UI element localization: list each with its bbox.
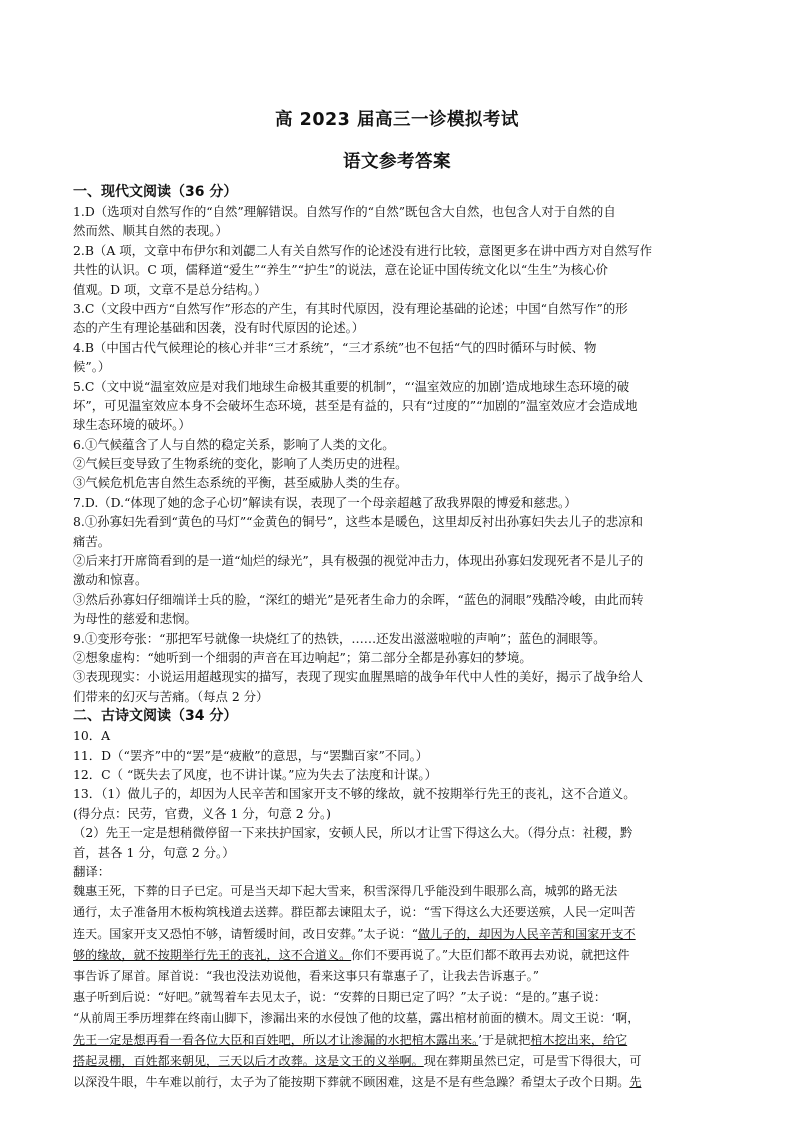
answer-line: 11．D（“罢齐”中的“罢”是“疲敝”的意思，与“罢黜百家”不同。） — [73, 747, 429, 763]
answer-line: 痛苦。 — [73, 533, 111, 549]
underlined-text: 先 — [629, 1074, 642, 1089]
translation-line — [73, 902, 727, 923]
answer-line: 态的产生有理论基础和因袭，没有时代原因的论述。） — [73, 320, 365, 336]
translation-line — [73, 945, 727, 966]
answer-line: （2）先王一定是想稍微停留一下来扶护国家，安顿人民，所以才让雪下得这么大。（得分点：社稷，黔 — [73, 825, 633, 841]
answer-line: 8.①孙寡妇先看到“黄色的马灯”“金黄色的铜号”，这些本是暖色，这里却反衬出孙寡妇失去儿子的悲凉和 — [73, 514, 643, 530]
translation-text: “从前周王季历埋葬在终南山脚下，渗漏出来的水侵蚀了他的坟墓，露出棺材前面的横木。周文王说：‘啊， — [73, 1011, 640, 1026]
translation-text: 你们不要再说了。”大臣们都不敢再去劝说，就把这件 — [351, 947, 630, 962]
underlined-text: 先王一定是想再看一看各位大臣和百姓吧，所以才让渗漏的水把棺木露出来。 — [73, 1032, 479, 1047]
answer-line: 13．（1）做儿子的，却因为人民辛苦和国家开支不够的缘故，就不按期举行先王的丧礼，这不合道义。 — [73, 786, 636, 802]
page-title: 高 2023 届高三一诊模拟考试 — [275, 110, 519, 130]
answer-content — [73, 182, 727, 1093]
page-subtitle: 语文参考答案 — [343, 152, 451, 172]
answer-line: 值观。D 项，文章不是总分结构。） — [73, 281, 267, 297]
answer-line: 5.C（文中说“温室效应是对我们地球生命极其重要的机制”，“‘温室效应的加剧’造成地球生态环境的破 — [73, 378, 630, 394]
translation-text: 现在葬期虽然已定，可是雪下得很大，可 — [423, 1053, 642, 1068]
answer-line: (得分点：民劳，官费，义各 1 分，句意 2 分。) — [73, 805, 332, 821]
section-heading: 二、古诗文阅读（34 分） — [73, 708, 238, 725]
answer-line: 10．A — [73, 728, 111, 744]
underlined-text: 做儿子的，却因为人民辛苦和国家开支不 — [417, 926, 636, 941]
answer-line: 4.B（中国古代气候理论的核心并非“三才系统”，“三才系统”也不包括“气的四时循环与时候、物 — [73, 339, 597, 355]
answer-line: ③气候危机危害自然生态系统的平衡，甚至威胁人类的生存。 — [73, 475, 408, 491]
translation-line — [73, 1030, 727, 1051]
answer-line: ②想象虚构：“她听到一个细弱的声音在耳边响起”；第二部分全都是孙寡妇的梦境。 — [73, 649, 532, 665]
translation-text: 魏惠王死，下葬的日子已定。可是当天却下起大雪来，积雪深得几乎能没到牛眼那么高，城郭的路无法 — [73, 884, 618, 899]
answer-line: 翻译： — [73, 863, 111, 879]
translation-line — [73, 1051, 727, 1072]
translation-text: ’于是就把 — [478, 1032, 531, 1047]
answer-line: 们带来的幻灭与苦痛。（每点 2 分） — [73, 688, 269, 704]
translation-text: 以深没牛眼，牛车难以前行，太子为了能按期下葬就不顾困难，这是不是有些急躁？希望太子改个日期。 — [73, 1074, 630, 1089]
answer-line: ②气候巨变导致了生物系统的变化，影响了人类历史的进程。 — [73, 456, 408, 472]
section-heading: 一、现代文阅读（36 分） — [73, 184, 238, 200]
answer-line: 激动和惊喜。 — [73, 572, 148, 588]
underlined-text: 棺木挖出来，给它 — [530, 1032, 628, 1047]
answer-line: ②后来打开席筒看到的是一道“灿烂的绿光”，具有极强的视觉冲击力，体现出孙寡妇发现死者不是儿子的 — [73, 553, 644, 569]
answer-line: 1.D（选项对自然写作的“自然”理解错误。自然写作的“自然”既包含大自然，也包含人对于自然的自 — [73, 204, 616, 219]
answer-line: 12．C（ “既失去了风度，也不讲计谋。”应为失去了法度和计谋。） — [73, 766, 438, 782]
translation-line — [73, 1072, 727, 1093]
answer-line: 9.①变形夸张：“那把军号就像一块烧红了的热铁，……还发出滋滋啦啦的声响”；蓝色的洞眼等。 — [73, 630, 606, 646]
translation-line — [73, 1008, 727, 1029]
underlined-text: 够的缘故，就不按期举行先王的丧礼，这不合道义。 — [73, 947, 352, 962]
translation-line — [73, 966, 727, 987]
translation-line — [73, 881, 727, 902]
answer-line: 然而然、顺其自然的表现。） — [73, 223, 228, 239]
translation-line — [73, 987, 727, 1008]
answer-line: 球生态环境的破坏。） — [73, 417, 191, 433]
answer-line: 2.B（A 项，文章中布伊尔和刘勰二人有关自然写作的论述没有进行比较，意图更多在讲中西方对自然写作 — [73, 242, 653, 258]
answer-line: ③表现现实：小说运用超越现实的描写，表现了现实血腥黑暗的战争年代中人性的美好，揭示了战争给人 — [73, 669, 643, 685]
translation-line — [73, 924, 727, 945]
answer-line: 6.①气候蕴含了人与自然的稳定关系，影响了人类的文化。 — [73, 436, 395, 452]
answer-line: 7.D.（D.“体现了她的念子心切”解读有误，表现了一个母亲超越了敌我界限的博爱和慈悲。） — [73, 494, 577, 510]
translation-text: 惠子听到后说：“好吧。”就驾着车去见太子，说：“安葬的日期已定了吗？”太子说：“是的。”惠子说： — [73, 990, 606, 1005]
answer-line: 首，甚各 1 分，句意 2 分。） — [73, 844, 235, 860]
translation-text: 通行，太子准备用木板构筑栈道去送葬。群臣都去谏阻太子，说：“雪下得这么大还要送殡，人民一定叫苦 — [73, 905, 636, 920]
answer-line: 3.C（文段中西方“自然写作”形态的产生，有其时代原因，没有理论基础的论述；中国“自然写作”的形 — [73, 300, 628, 316]
answer-line: 为母性的慈爱和悲悯。 — [73, 611, 197, 627]
underlined-text: 搭起灵棚，百姓都来朝见，三天以后才改葬。这是文王的义举啊。 — [73, 1053, 424, 1068]
translation-text: 连天。国家开支又恐怕不够，请暂缓时间，改日安葬。”太子说：“ — [73, 926, 418, 941]
translation-text: 事告诉了犀首。犀首说：“我也没法劝说他，看来这事只有靠惠子了，让我去告诉惠子。” — [73, 969, 539, 984]
answer-line: ③然后孙寡妇仔细端详士兵的脸，“深红的蜡光”是死者生命力的余晖，“蓝色的洞眼”残酷冷峻，由此而转 — [73, 591, 644, 607]
answer-line: 坏”，可见温室效应本身不会破坏生态环境，甚至是有益的，只有“过度的”“加剧的”温室效应才会造成地 — [73, 397, 638, 413]
answer-line: 候”。） — [73, 359, 111, 375]
answer-line: 共性的认识。C 项，儒释道“爱生”“养生”“护生”的说法，意在论证中国传统文化以“生生”为核心价 — [73, 262, 608, 278]
